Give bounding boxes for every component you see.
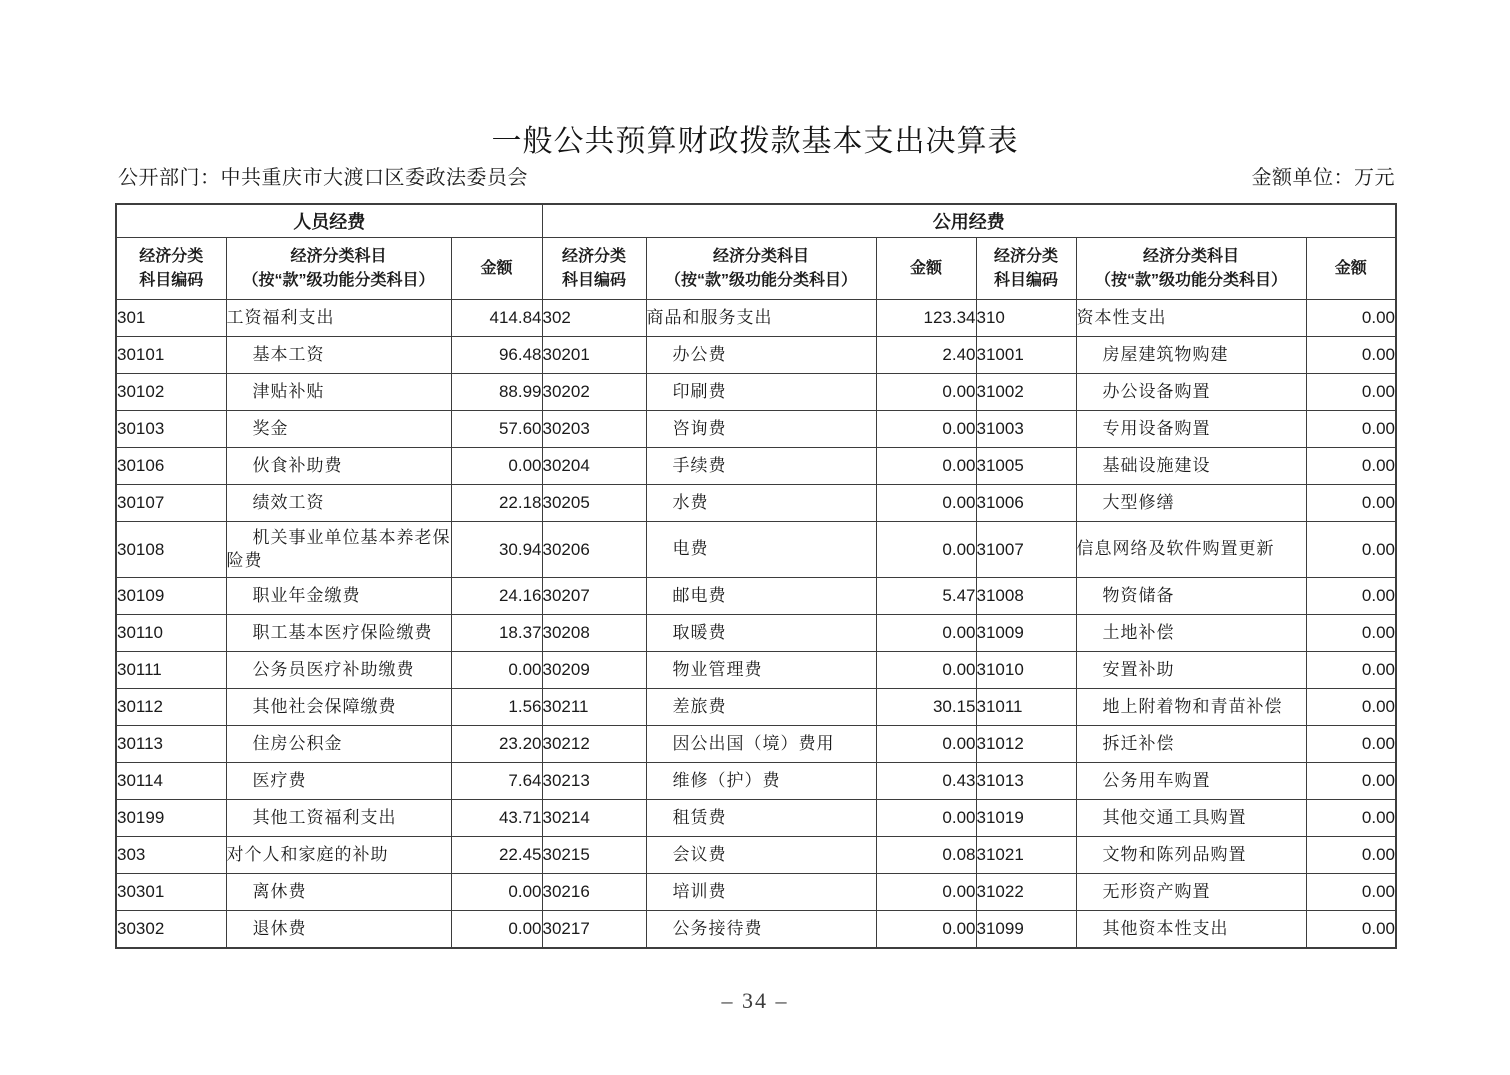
amount-cell: 0.00 [451,652,542,689]
table-row [116,448,1396,485]
code-cell: 30110 [116,615,226,652]
subject-cell: 邮电费 [646,578,876,615]
col-header-subject-line1: 经济分类科目 [1142,247,1239,265]
subject-cell: 租赁费 [646,800,876,837]
code-cell: 30103 [116,411,226,448]
table-row [116,522,1396,578]
subject-cell: 资本性支出 [1076,300,1306,337]
code-cell: 30107 [116,485,226,522]
amount-cell: 0.00 [1306,411,1396,448]
amount-cell: 0.00 [1306,522,1396,578]
table-row [116,337,1396,374]
amount-cell: 23.20 [451,726,542,763]
table-row [116,411,1396,448]
code-cell: 31003 [976,411,1076,448]
code-cell: 301 [116,300,226,337]
amount-cell: 0.00 [876,485,976,522]
amount-cell: 414.84 [451,300,542,337]
amount-cell: 7.64 [451,763,542,800]
code-cell: 30213 [542,763,646,800]
subject-cell: 物业管理费 [646,652,876,689]
col-header-code-line2: 科目编码 [139,271,204,289]
subject-cell: 商品和服务支出 [646,300,876,337]
col-header-subject [226,238,451,300]
code-cell: 31006 [976,485,1076,522]
amount-cell: 0.00 [876,448,976,485]
col-header-code [116,238,226,300]
subject-cell: 地上附着物和青苗补偿 [1076,689,1306,726]
code-cell: 31009 [976,615,1076,652]
subject-cell: 印刷费 [646,374,876,411]
amount-cell: 0.00 [1306,615,1396,652]
amount-cell: 22.45 [451,837,542,874]
col-header-subject-line2: （按“款”级功能分类科目） [664,271,857,289]
subject-cell: 退休费 [226,911,451,949]
code-cell: 30216 [542,874,646,911]
amount-cell: 18.37 [451,615,542,652]
subject-cell: 基础设施建设 [1076,448,1306,485]
table-row [116,652,1396,689]
subject-cell: 机关事业单位基本养老保险费 [226,522,451,578]
group-header-public: 公用经费 [542,204,1396,238]
amount-cell: 30.94 [451,522,542,578]
code-cell: 30202 [542,374,646,411]
code-cell: 30108 [116,522,226,578]
subject-cell: 工资福利支出 [226,300,451,337]
subject-cell: 公务接待费 [646,911,876,949]
subject-cell: 其他资本性支出 [1076,911,1306,949]
code-cell: 31099 [976,911,1076,949]
amount-cell: 0.00 [1306,578,1396,615]
code-cell: 30112 [116,689,226,726]
amount-cell: 30.15 [876,689,976,726]
subject-cell: 会议费 [646,837,876,874]
amount-cell: 0.00 [1306,448,1396,485]
amount-cell: 0.00 [1306,300,1396,337]
amount-cell: 0.00 [876,800,976,837]
code-cell: 30199 [116,800,226,837]
table-row [116,689,1396,726]
code-cell: 31019 [976,800,1076,837]
col-header-subject-line2: （按“款”级功能分类科目） [1094,271,1287,289]
col-header-subject [646,238,876,300]
amount-cell: 0.00 [876,652,976,689]
amount-cell: 43.71 [451,800,542,837]
code-cell: 30301 [116,874,226,911]
subject-cell: 维修（护）费 [646,763,876,800]
group-header-personnel: 人员经费 [116,204,542,238]
amount-cell: 0.00 [1306,911,1396,949]
code-cell: 30111 [116,652,226,689]
amount-unit-label: 金额单位：万元 [1251,167,1395,189]
amount-cell: 0.00 [1306,652,1396,689]
amount-cell: 0.00 [876,615,976,652]
amount-cell: 0.00 [1306,837,1396,874]
amount-cell: 1.56 [451,689,542,726]
amount-cell: 0.00 [451,874,542,911]
code-cell: 30106 [116,448,226,485]
subject-cell: 职业年金缴费 [226,578,451,615]
subject-cell: 取暖费 [646,615,876,652]
subject-cell: 公务用车购置 [1076,763,1306,800]
amount-cell: 0.00 [1306,726,1396,763]
budget-table-body [116,300,1396,949]
subject-cell: 职工基本医疗保险缴费 [226,615,451,652]
code-cell: 30211 [542,689,646,726]
amount-cell: 57.60 [451,411,542,448]
amount-cell: 88.99 [451,374,542,411]
subject-cell: 信息网络及软件购置更新 [1076,522,1306,578]
code-cell: 31021 [976,837,1076,874]
code-cell: 30204 [542,448,646,485]
code-cell: 30214 [542,800,646,837]
code-cell: 30206 [542,522,646,578]
code-cell: 31011 [976,689,1076,726]
col-header-subject [1076,238,1306,300]
col-header-code-line2: 科目编码 [993,271,1058,289]
subject-cell: 咨询费 [646,411,876,448]
table-row [116,911,1396,949]
table-row [116,300,1396,337]
code-cell: 30302 [116,911,226,949]
amount-cell: 24.16 [451,578,542,615]
code-cell: 30205 [542,485,646,522]
col-header-amount: 金额 [451,238,542,300]
code-cell: 31012 [976,726,1076,763]
code-cell: 30109 [116,578,226,615]
budget-table [115,203,1397,949]
amount-cell: 96.48 [451,337,542,374]
col-header-code [542,238,646,300]
code-cell: 30114 [116,763,226,800]
amount-cell: 0.00 [1306,485,1396,522]
col-header-code-line1: 经济分类 [561,247,626,265]
subject-cell: 因公出国（境）费用 [646,726,876,763]
subject-cell: 其他交通工具购置 [1076,800,1306,837]
code-cell: 31001 [976,337,1076,374]
code-cell: 31005 [976,448,1076,485]
col-header-amount: 金额 [1306,238,1396,300]
amount-cell: 2.40 [876,337,976,374]
amount-cell: 5.47 [876,578,976,615]
amount-cell: 0.00 [1306,800,1396,837]
code-cell: 30217 [542,911,646,949]
subject-cell: 培训费 [646,874,876,911]
table-row [116,485,1396,522]
table-row [116,874,1396,911]
amount-cell: 22.18 [451,485,542,522]
code-cell: 31008 [976,578,1076,615]
code-cell: 302 [542,300,646,337]
code-cell: 310 [976,300,1076,337]
subject-cell: 安置补助 [1076,652,1306,689]
subject-cell: 奖金 [226,411,451,448]
code-cell: 30101 [116,337,226,374]
subject-cell: 电费 [646,522,876,578]
subject-cell: 拆迁补偿 [1076,726,1306,763]
amount-cell: 0.00 [876,726,976,763]
amount-cell: 0.00 [876,874,976,911]
code-cell: 30215 [542,837,646,874]
amount-cell: 0.00 [876,911,976,949]
amount-cell: 0.00 [1306,374,1396,411]
subject-cell: 公务员医疗补助缴费 [226,652,451,689]
subject-cell: 离休费 [226,874,451,911]
amount-cell: 0.00 [1306,337,1396,374]
code-cell: 31002 [976,374,1076,411]
code-cell: 30207 [542,578,646,615]
amount-cell: 0.00 [876,374,976,411]
table-row [116,578,1396,615]
subject-cell: 专用设备购置 [1076,411,1306,448]
subject-cell: 对个人和家庭的补助 [226,837,451,874]
page-title: 一般公共预算财政拨款基本支出决算表 [491,125,1019,158]
amount-cell: 0.00 [451,448,542,485]
group-header-row [116,204,1396,238]
code-cell: 31010 [976,652,1076,689]
subject-cell: 土地补偿 [1076,615,1306,652]
code-cell: 30203 [542,411,646,448]
amount-cell: 0.00 [1306,874,1396,911]
amount-cell: 123.34 [876,300,976,337]
table-row [116,726,1396,763]
table-row [116,374,1396,411]
amount-cell: 0.00 [876,522,976,578]
subject-cell: 文物和陈列品购置 [1076,837,1306,874]
code-cell: 30201 [542,337,646,374]
code-cell: 31007 [976,522,1076,578]
subject-cell: 其他工资福利支出 [226,800,451,837]
amount-cell: 0.00 [451,911,542,949]
code-cell: 30113 [116,726,226,763]
subject-cell: 办公设备购置 [1076,374,1306,411]
subject-cell: 基本工资 [226,337,451,374]
col-header-subject-line2: （按“款”级功能分类科目） [242,271,435,289]
code-cell: 30102 [116,374,226,411]
subject-cell: 无形资产购置 [1076,874,1306,911]
subject-cell: 差旅费 [646,689,876,726]
col-header-amount: 金额 [876,238,976,300]
code-cell: 31013 [976,763,1076,800]
publishing-department-label: 公开部门：中共重庆市大渡口区委政法委员会 [118,167,528,189]
subject-cell: 住房公积金 [226,726,451,763]
subject-cell: 医疗费 [226,763,451,800]
table-row [116,763,1396,800]
column-header-row [116,238,1396,300]
col-header-code [976,238,1076,300]
col-header-code-line1: 经济分类 [139,247,204,265]
subject-cell: 水费 [646,485,876,522]
amount-cell: 0.00 [876,411,976,448]
subject-cell: 办公费 [646,337,876,374]
table-row [116,837,1396,874]
subject-cell: 津贴补贴 [226,374,451,411]
amount-cell: 0.08 [876,837,976,874]
subject-cell: 手续费 [646,448,876,485]
code-cell: 30212 [542,726,646,763]
subject-cell: 物资储备 [1076,578,1306,615]
col-header-subject-line1: 经济分类科目 [290,247,387,265]
table-row [116,800,1396,837]
table-row [116,615,1396,652]
subject-cell: 绩效工资 [226,485,451,522]
page-number: – 34 – [721,988,789,1013]
subject-cell: 其他社会保障缴费 [226,689,451,726]
subject-cell: 伙食补助费 [226,448,451,485]
col-header-code-line2: 科目编码 [561,271,626,289]
code-cell: 31022 [976,874,1076,911]
code-cell: 303 [116,837,226,874]
amount-cell: 0.43 [876,763,976,800]
col-header-code-line1: 经济分类 [993,247,1058,265]
code-cell: 30209 [542,652,646,689]
subject-cell: 房屋建筑物购建 [1076,337,1306,374]
subject-cell: 大型修缮 [1076,485,1306,522]
amount-cell: 0.00 [1306,763,1396,800]
amount-cell: 0.00 [1306,689,1396,726]
code-cell: 30208 [542,615,646,652]
col-header-subject-line1: 经济分类科目 [712,247,809,265]
